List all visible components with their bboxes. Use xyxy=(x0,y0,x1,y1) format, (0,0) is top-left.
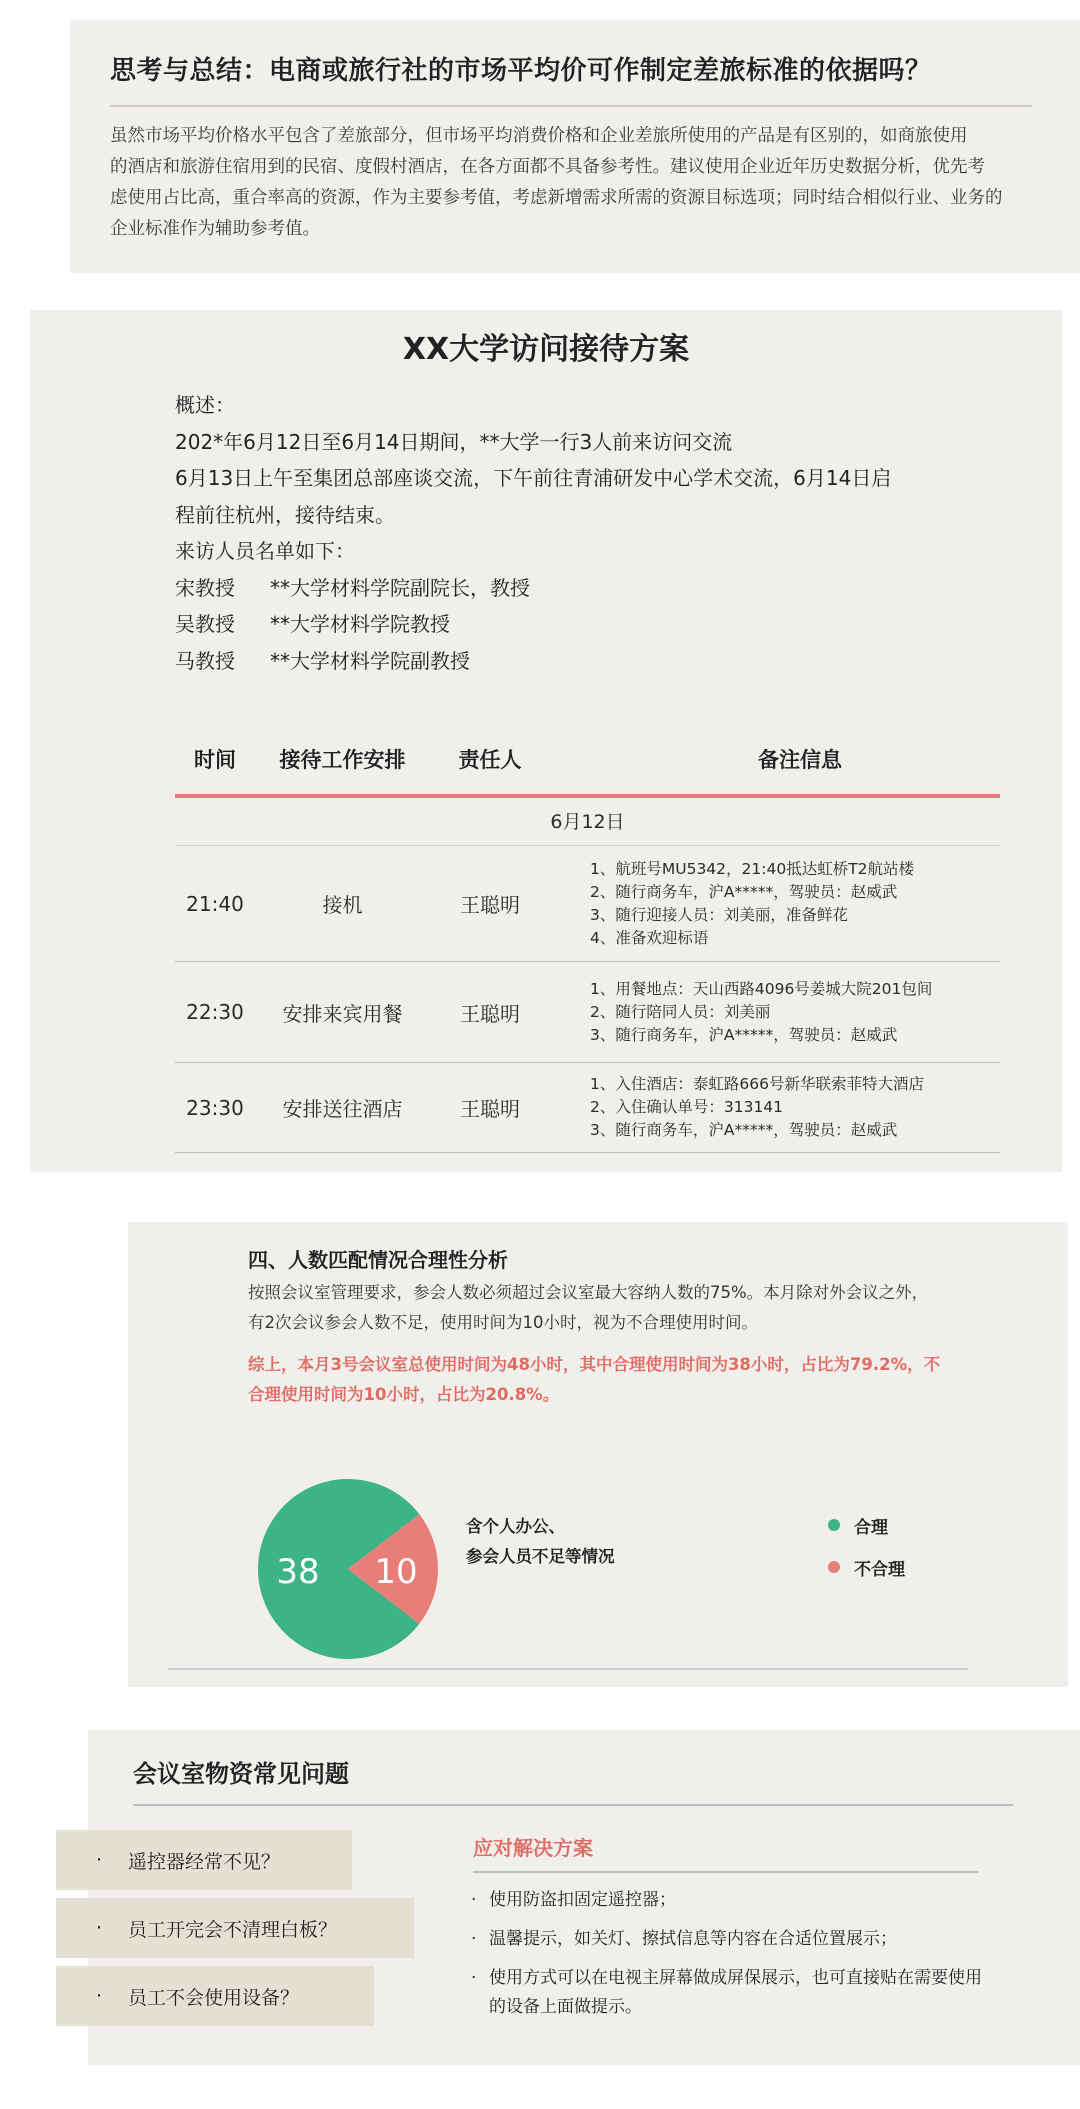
table-header xyxy=(175,730,1030,788)
row-owner: 王聪明 xyxy=(460,893,520,917)
row-owner: 王聪明 xyxy=(460,1001,520,1026)
bullet: · xyxy=(96,1985,103,2007)
note-line: 含个人办公、 xyxy=(466,1517,565,1536)
header-notes: 备注信息 xyxy=(758,748,842,772)
chart-note xyxy=(466,1512,615,1572)
visitor-row xyxy=(175,606,995,643)
header-owner: 责任人 xyxy=(458,748,522,772)
visitor-title: **大学材料学院副院长，教授 xyxy=(270,575,530,600)
note-line: 2、入住确认单号：313141 xyxy=(590,1098,784,1116)
bullet: · xyxy=(471,1929,477,1949)
reception-plan-panel xyxy=(30,310,1062,1172)
table-row xyxy=(175,1063,1000,1153)
solution-text: 使用方式可以在电视主屏幕做成屏保展示，也可直接贴在需要使用的设备上面做提示。 xyxy=(489,1968,982,2017)
analysis-conclusion xyxy=(248,1350,988,1410)
solution-item xyxy=(471,1925,991,1954)
note-line: 1、用餐地点：天山西路4096号姜城大院201包间 xyxy=(590,979,933,998)
analysis-line: 按照会议室管理要求，参会人数必须超过会议室最大容纳人数的75%。本月除对外会议之外， xyxy=(248,1283,929,1302)
overview-line: 202*年6月12日至6月14日期间，**大学一行3人前来访问交流 xyxy=(175,429,733,454)
legend-dot xyxy=(828,1561,840,1573)
row-task: 安排送往酒店 xyxy=(282,1097,403,1121)
note-line: 参会人员不足等情况 xyxy=(466,1547,615,1566)
summary-line: 的酒店和旅游住宿用到的民宿、度假村酒店，在各方面都不具备参考性。建议使用企业近年历史数据分析，优先考 xyxy=(110,157,985,177)
note-line: 3、随行商务车，沪A*****，驾驶员：赵威武 xyxy=(590,1025,898,1044)
visitor-name: 马教授 xyxy=(175,648,235,673)
pie-label: 38 xyxy=(276,1552,320,1592)
plan-title: XX大学访问接待方案 xyxy=(402,332,690,367)
row-time: 22:30 xyxy=(186,1000,244,1024)
solution-text: 使用防盗扣固定遥控器； xyxy=(489,1890,676,1910)
table-row xyxy=(175,962,1000,1063)
row-notes xyxy=(550,978,1000,1047)
conclusion-line: 综上，本月3号会议室总使用时间为48小时，其中合理使用时间为38小时，占比为79.2%，不 xyxy=(248,1355,941,1374)
row-notes xyxy=(550,1073,1000,1142)
solution-title: 应对解决方案 xyxy=(473,1836,593,1860)
note-line: 2、随行商务车，沪A*****，驾驶员：赵威武 xyxy=(590,882,898,901)
usage-pie-chart xyxy=(248,1469,448,1669)
note-line: 4、准备欢迎标语 xyxy=(590,928,709,947)
bullet: · xyxy=(471,1890,477,1910)
question-card xyxy=(56,1830,352,1890)
question-text: 员工不会使用设备？ xyxy=(128,1986,300,2009)
note-line: 2、随行陪同人员：刘美丽 xyxy=(590,1002,771,1021)
overview-line: 程前往杭州，接待结束。 xyxy=(175,502,395,527)
faq-panel xyxy=(88,1730,1080,2065)
note-line: 1、入住酒店：泰虹路666号新华联索菲特大酒店 xyxy=(590,1075,924,1093)
bullet: · xyxy=(96,1849,103,1871)
question-text: 遥控器经常不见？ xyxy=(128,1850,281,1873)
row-task: 接机 xyxy=(322,893,363,917)
pie-label: 10 xyxy=(374,1552,418,1592)
analysis-heading: 四、人数匹配情况合理性分析 xyxy=(248,1248,508,1272)
legend-dot xyxy=(828,1519,840,1531)
faq-heading: 会议室物资常见问题 xyxy=(133,1760,349,1788)
summary-panel xyxy=(70,20,1080,273)
bullet: · xyxy=(471,1968,477,1988)
visitor-name: 宋教授 xyxy=(175,575,235,600)
header-task: 接待工作安排 xyxy=(279,748,406,772)
analysis-panel xyxy=(128,1222,1068,1687)
conclusion-line: 合理使用时间为10小时，占比为20.8%。 xyxy=(248,1385,560,1404)
visitor-name: 吴教授 xyxy=(175,612,235,636)
overview-label: 概述： xyxy=(175,393,235,417)
legend-item xyxy=(828,1546,905,1588)
legend-label: 不合理 xyxy=(854,1559,905,1580)
question-card xyxy=(56,1898,414,1958)
chart-legend xyxy=(828,1504,905,1588)
bullet: · xyxy=(96,1917,103,1939)
table-date: 6月12日 xyxy=(175,798,1000,846)
visitor-row xyxy=(175,643,995,680)
analysis-line: 有2次会议参会人数不足，使用时间为10小时，视为不合理使用时间。 xyxy=(248,1313,758,1332)
question-card xyxy=(56,1966,374,2026)
divider xyxy=(473,1871,978,1873)
summary-title: 思考与总结：电商或旅行社的市场平均价可作制定差旅标准的依据吗？ xyxy=(110,56,932,86)
schedule-table xyxy=(175,730,1030,1153)
row-task: 安排来宾用餐 xyxy=(282,1001,403,1026)
note-line: 3、随行迎接人员：刘美丽，准备鲜花 xyxy=(590,905,848,924)
row-owner: 王聪明 xyxy=(460,1097,520,1121)
overview xyxy=(175,387,995,679)
divider xyxy=(110,105,1032,107)
visitor-row xyxy=(175,570,995,607)
summary-line: 虑使用占比高，重合率高的资源，作为主要参考值，考虑新增需求所需的资源目标选项；同时结合相似行业、业务的 xyxy=(110,188,1003,208)
solution-text: 温馨提示，如关灯、擦拭信息等内容在合适位置展示； xyxy=(489,1929,897,1949)
solution-list xyxy=(471,1886,991,2032)
legend-label: 合理 xyxy=(854,1517,888,1538)
summary-line: 企业标准作为辅助参考值。 xyxy=(110,219,320,239)
divider xyxy=(168,1668,968,1670)
solution-item xyxy=(471,1964,991,2022)
note-line: 1、航班号MU5342，21:40抵达虹桥T2航站楼 xyxy=(590,859,915,878)
table-row xyxy=(175,846,1000,962)
header-time: 时间 xyxy=(194,748,236,772)
solution-item xyxy=(471,1886,991,1915)
visitor-title: **大学材料学院副教授 xyxy=(270,648,470,673)
overview-line: 6月13日上午至集团总部座谈交流，下午前往青浦研发中心学术交流，6月14日启 xyxy=(175,466,892,490)
summary-body xyxy=(110,121,1040,245)
question-text: 员工开完会不清理白板？ xyxy=(128,1918,338,1941)
overview-line: 来访人员名单如下： xyxy=(175,539,355,563)
visitor-title: **大学材料学院教授 xyxy=(270,612,450,636)
row-time: 21:40 xyxy=(186,891,244,916)
summary-line: 虽然市场平均价格水平包含了差旅部分，但市场平均消费价格和企业差旅所使用的产品是有区别的，如商旅使用 xyxy=(110,126,968,146)
legend-item xyxy=(828,1504,905,1546)
row-notes xyxy=(550,858,1000,950)
divider xyxy=(133,1804,1013,1806)
row-time: 23:30 xyxy=(186,1095,244,1120)
note-line: 3、随行商务车，沪A*****，驾驶员：赵威武 xyxy=(590,1121,898,1139)
analysis-paragraph xyxy=(248,1278,988,1338)
